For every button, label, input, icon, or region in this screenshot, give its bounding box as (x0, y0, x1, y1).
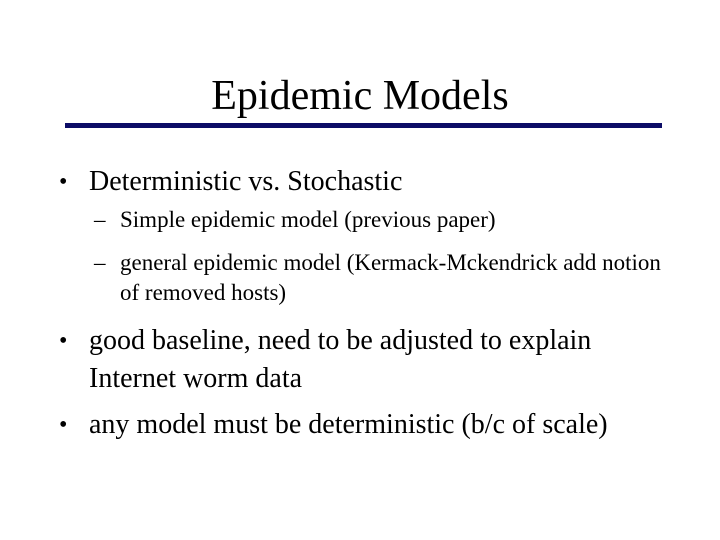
dash-icon: – (94, 207, 106, 232)
bullet-item (59, 163, 649, 201)
bullet-text: any model must be deterministic (b/c of scale) (89, 409, 608, 440)
bullet-item (59, 322, 649, 398)
bullet-item (59, 406, 649, 444)
slide-title: Epidemic Models (211, 73, 509, 119)
sub-bullet-item (94, 248, 680, 308)
bullet-icon: • (59, 412, 68, 438)
sub-bullet-text: general epidemic model (Kermack-Mckendrick add notion of removed hosts) (120, 250, 661, 305)
sub-bullet-item (94, 205, 680, 235)
bullet-icon: • (59, 328, 68, 354)
bullet-text: good baseline, need to be adjusted to explain Internet worm data (89, 325, 592, 394)
bullet-text: Deterministic vs. Stochastic (89, 166, 403, 197)
dash-icon: – (94, 250, 106, 275)
title-underline (65, 123, 662, 128)
bullet-icon: • (59, 169, 68, 195)
sub-bullet-text: Simple epidemic model (previous paper) (120, 207, 496, 232)
